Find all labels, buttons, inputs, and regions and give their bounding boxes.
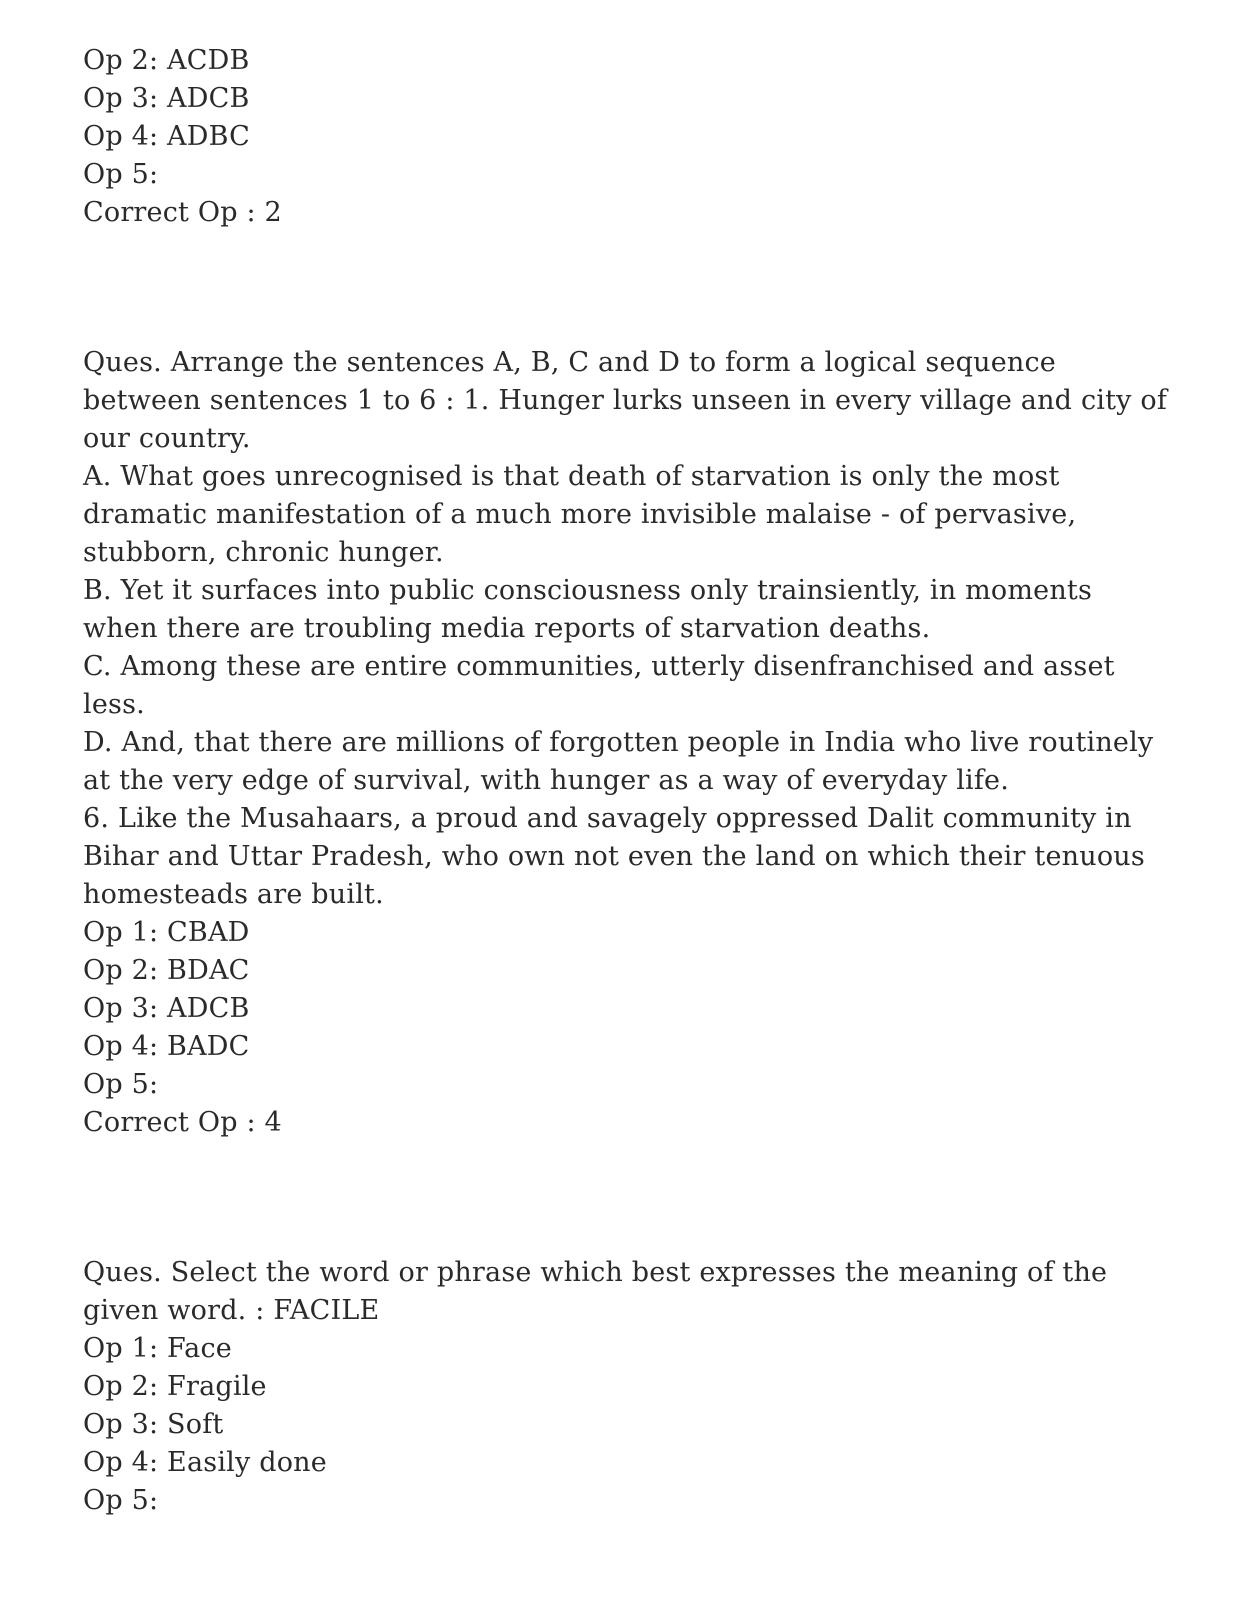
- sentence-d-line: at the very edge of survival, with hunger as a way of everyday life.: [83, 765, 1010, 796]
- option-line: Op 5:: [83, 1485, 159, 1516]
- question-stem-line: Ques. Arrange the sentences A, B, C and D to form a logical sequence: [83, 347, 1056, 378]
- sentence-6-line: homesteads are built.: [83, 879, 384, 910]
- spacer: [83, 1142, 1163, 1254]
- option-line: Op 3: ADCB: [83, 993, 250, 1024]
- sentence-b-line: B. Yet it surfaces into public consciousness only trainsiently, in moments: [83, 575, 1093, 606]
- sentence-6-line: 6. Like the Musahaars, a proud and savagely oppressed Dalit community in: [83, 803, 1132, 834]
- option-line: Op 2: ACDB: [83, 45, 250, 76]
- correct-option: Correct Op : 4: [83, 1107, 282, 1138]
- question-stem-line: our country.: [83, 423, 251, 454]
- sentence-d-line: D. And, that there are millions of forgotten people in India who live routinely: [83, 727, 1154, 758]
- sentence-c-line: less.: [83, 689, 145, 720]
- option-line: Op 1: Face: [83, 1333, 232, 1364]
- sentence-a-line: stubborn, chronic hunger.: [83, 537, 444, 568]
- question-sentence-arrangement: [83, 344, 1168, 1142]
- option-line: Op 2: Fragile: [83, 1371, 267, 1402]
- sentence-a-line: dramatic manifestation of a much more invisible malaise - of pervasive,: [83, 499, 1077, 530]
- document-page: [83, 42, 1168, 1520]
- option-line: Op 1: CBAD: [83, 917, 250, 948]
- question-synonym: [83, 1254, 1163, 1520]
- question-stem-line: Ques. Select the word or phrase which best expresses the meaning of the: [83, 1257, 1108, 1288]
- spacer: [83, 232, 1163, 344]
- option-line: Op 4: BADC: [83, 1031, 250, 1062]
- sentence-6-line: Bihar and Uttar Pradesh, who own not even the land on which their tenuous: [83, 841, 1145, 872]
- sentence-b-line: when there are troubling media reports of starvation deaths.: [83, 613, 931, 644]
- option-line: Op 4: Easily done: [83, 1447, 327, 1478]
- sentence-a-line: A. What goes unrecognised is that death of starvation is only the most: [83, 461, 1060, 492]
- option-line: Op 2: BDAC: [83, 955, 250, 986]
- option-line: Op 5:: [83, 1069, 159, 1100]
- option-line: Op 4: ADBC: [83, 121, 251, 152]
- option-line: Op 3: ADCB: [83, 83, 250, 114]
- question-stem-line: given word. : FACILE: [83, 1295, 380, 1326]
- sentence-c-line: C. Among these are entire communities, utterly disenfranchised and asset: [83, 651, 1115, 682]
- option-line: Op 3: Soft: [83, 1409, 224, 1440]
- question-stem-line: between sentences 1 to 6 : 1. Hunger lurks unseen in every village and city of: [83, 385, 1168, 416]
- previous-question-options: [83, 42, 1163, 232]
- correct-option: Correct Op : 2: [83, 197, 282, 228]
- option-line: Op 5:: [83, 159, 159, 190]
